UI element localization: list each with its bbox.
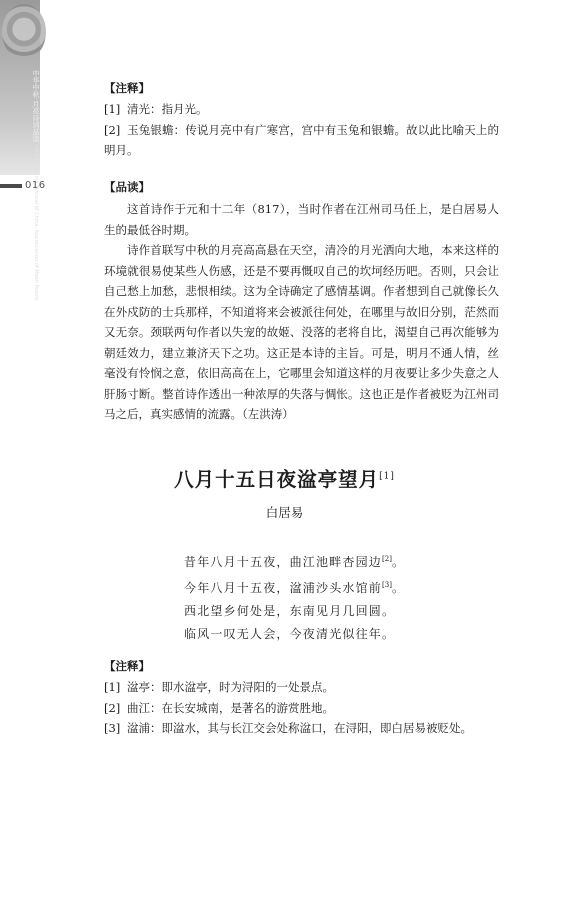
poem-line-end: 。 bbox=[391, 555, 406, 569]
poem-line bbox=[184, 623, 424, 646]
emblem-icon bbox=[2, 4, 46, 60]
poem-line bbox=[184, 600, 424, 623]
poem-line-note: [2] bbox=[382, 555, 392, 563]
poem-line-note: [3] bbox=[382, 581, 392, 589]
appreciation-heading: 【品读】 bbox=[104, 180, 150, 194]
series-title-en: On Mid-Autumn Festival of China: Appreciation of Moon Poems bbox=[33, 144, 39, 301]
note-number: [1] bbox=[104, 680, 121, 694]
poem-title-note: [1] bbox=[379, 471, 395, 482]
poem-body bbox=[184, 548, 424, 646]
poem-line bbox=[184, 548, 424, 574]
poem-line-text: 西北望乡何处是，东南见月几回圆。 bbox=[184, 604, 396, 618]
appreciation-paragraph: 这首诗作于元和十二年（817），当时作者在江州司马任上，是白居易人生的最低谷时期。 bbox=[104, 202, 499, 237]
poem-line-text: 临风一叹无人会，今夜清光似往年。 bbox=[184, 627, 396, 641]
note-item bbox=[104, 120, 499, 161]
poem-line bbox=[184, 574, 424, 600]
note-item bbox=[104, 99, 499, 120]
poem-line-end: 。 bbox=[391, 581, 406, 595]
note-text: 湓亭：即水湓亭，时为浔阳的一处景点。 bbox=[127, 680, 334, 694]
note-number: [2] bbox=[104, 122, 121, 137]
appreciation-paragraph: 诗作首联写中秋的月亮高高悬在天空，清冷的月光洒向大地，本来这样的环境就很易使某些人伤感，还是不要再慨叹自己的坎坷经历吧。否则，只会让自己愁上加愁，悲恨相续。这为全诗确定了感情基调。作者想到自己就像长久在外戍防的士兵那样，不知道将来会被派往何处，在哪里与故旧分别，茫然而又无奈。颈联两句作者以失宠的故姬、没落的老将自比，渴望自己再次能够为朝廷效力，建立兼济天下之功。这正是本诗的主旨。可是，明月不通人情，丝毫没有怜悯之意，依旧高高在上，它哪里会知道这样的月夜要让多少失意之人肝肠寸断。整首诗作透出一种浓厚的失落与惆怅。这也正是作者被贬为江州司马之后，真实感情的流露。（左洪涛） bbox=[104, 243, 499, 421]
poem-author: 白居易 bbox=[265, 505, 304, 520]
note-item bbox=[104, 718, 499, 739]
poem-title-text: 八月十五日夜湓亭望月 bbox=[174, 468, 380, 491]
poem-line-text: 今年八月十五夜，湓浦沙头水馆前 bbox=[184, 581, 383, 595]
notes-section-1 bbox=[104, 80, 499, 161]
series-title-cn: 中华中秋·月亮诗词品读 bbox=[32, 70, 40, 143]
note-item bbox=[104, 698, 499, 719]
page-number: 016 bbox=[25, 180, 46, 191]
note-number: [3] bbox=[104, 721, 121, 735]
note-number: [2] bbox=[104, 700, 121, 715]
note-item bbox=[104, 677, 499, 698]
note-text: 曲江：在长安城南，是著名的游赏胜地。 bbox=[127, 700, 334, 715]
page-number-block bbox=[0, 180, 46, 191]
poem-line-text: 昔年八月十五夜，曲江池畔杏园边 bbox=[184, 555, 383, 569]
note-text: 玉兔银蟾：传说月亮中有广寒宫，宫中有玉兔和银蟾。故以此比喻天上的明月。 bbox=[104, 122, 499, 157]
notes-heading: 【注释】 bbox=[104, 659, 150, 673]
note-number: [1] bbox=[104, 102, 121, 116]
page-number-bar bbox=[0, 184, 22, 188]
appreciation-section bbox=[104, 179, 499, 425]
notes-section-2 bbox=[104, 658, 499, 739]
note-text: 湓浦：即湓水，其与长江交会处称湓口，在浔阳，即白居易被贬处。 bbox=[127, 721, 472, 735]
poem-title bbox=[0, 464, 569, 492]
notes-heading: 【注释】 bbox=[104, 81, 150, 95]
note-text: 清光：指月光。 bbox=[127, 102, 208, 116]
